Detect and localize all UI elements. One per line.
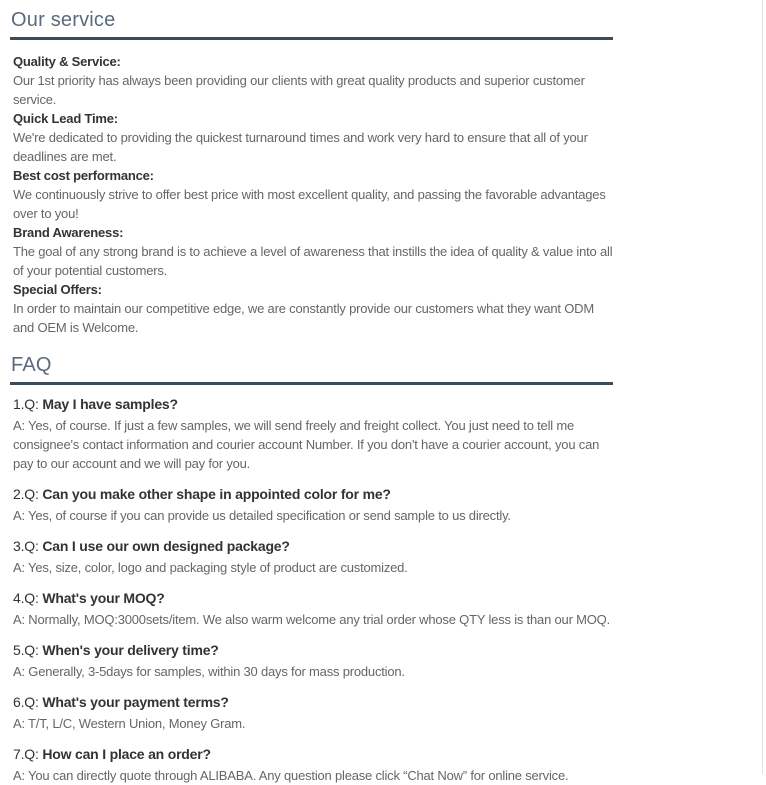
- service-list: [10, 52, 613, 337]
- faq-answer: A: Normally, MOQ:3000sets/item. We also warm welcome any trial order whose QTY less is than our MOQ.: [13, 612, 610, 627]
- page-content: [10, 0, 613, 785]
- faq-question-text: May I have samples?: [42, 396, 178, 412]
- faq-answer: A: Generally, 3-5days for samples, within 30 days for mass production.: [13, 664, 405, 679]
- service-item-text: In order to maintain our competitive edge, we are constantly provide our customers what they want ODM and OEM is Welcome.: [13, 301, 594, 335]
- faq-question-number: 1.Q:: [13, 396, 39, 412]
- faq-list: [10, 395, 613, 785]
- faq-question-text: What's your MOQ?: [42, 590, 165, 606]
- faq-item: [13, 693, 613, 733]
- faq-answer: A: You can directly quote through ALIBABA. Any question please click “Chat Now” for online service.: [13, 768, 569, 783]
- faq-item: [13, 537, 613, 577]
- faq-question-number: 3.Q:: [13, 538, 39, 554]
- service-item-label: Quick Lead Time:: [13, 111, 118, 126]
- faq-question-text: When's your delivery time?: [42, 642, 219, 658]
- faq-question: [13, 641, 613, 660]
- faq-item: [13, 745, 613, 785]
- service-item: [13, 280, 613, 337]
- faq-question-number: 5.Q:: [13, 642, 39, 658]
- faq-answer: A: Yes, size, color, logo and packaging style of product are customized.: [13, 560, 408, 575]
- our-service-section: [10, 8, 613, 337]
- service-item-text: Our 1st priority has always been providing our clients with great quality products and superior customer service.: [13, 73, 585, 107]
- faq-section: [10, 353, 613, 785]
- service-item: [13, 109, 613, 166]
- faq-question-number: 7.Q:: [13, 746, 39, 762]
- faq-question-text: How can I place an order?: [42, 746, 211, 762]
- faq-question: [13, 589, 613, 608]
- service-item-label: Quality & Service:: [13, 54, 121, 69]
- faq-title-rule: [10, 382, 613, 385]
- faq-question: [13, 395, 613, 414]
- our-service-title: Our service: [11, 9, 116, 31]
- faq-item: [13, 485, 613, 525]
- service-item: [13, 166, 613, 223]
- faq-answer: A: T/T, L/C, Western Union, Money Gram.: [13, 716, 246, 731]
- service-item: [13, 223, 613, 280]
- faq-item: [13, 641, 613, 681]
- faq-question-text: What's your payment terms?: [42, 694, 229, 710]
- faq-question: [13, 537, 613, 556]
- faq-item: [13, 589, 613, 629]
- faq-question-number: 4.Q:: [13, 590, 39, 606]
- faq-question: [13, 485, 613, 504]
- faq-question-number: 2.Q:: [13, 486, 39, 502]
- service-item-label: Best cost performance:: [13, 168, 154, 183]
- service-item-text: We're dedicated to providing the quickest turnaround times and work very hard to ensure that all of your deadlines are met.: [13, 130, 588, 164]
- faq-answer: A: Yes, of course. If just a few samples, we will send freely and freight collect. You just need to tell me consignee's contact information and courier account Number. If you don't have a courier account, you can pay to our account and we will pay for you.: [13, 418, 600, 471]
- faq-question: [13, 745, 613, 764]
- faq-question-text: Can I use our own designed package?: [42, 538, 290, 554]
- faq-question-number: 6.Q:: [13, 694, 39, 710]
- faq-question-text: Can you make other shape in appointed color for me?: [42, 486, 391, 502]
- faq-answer: A: Yes, of course if you can provide us detailed specification or send sample to us directly.: [13, 508, 511, 523]
- service-item-text: We continuously strive to offer best price with most excellent quality, and passing the favorable advantages over to you!: [13, 187, 606, 221]
- faq-item: [13, 395, 613, 473]
- content-right-border: [762, 0, 763, 774]
- service-item: [13, 52, 613, 109]
- service-item-label: Brand Awareness:: [13, 225, 124, 240]
- service-item-label: Special Offers:: [13, 282, 102, 297]
- faq-question: [13, 693, 613, 712]
- our-service-title-rule: [10, 37, 613, 40]
- service-item-text: The goal of any strong brand is to achieve a level of awareness that instills the idea of quality & value into all of your potential customers.: [13, 244, 613, 278]
- faq-title: FAQ: [11, 354, 52, 376]
